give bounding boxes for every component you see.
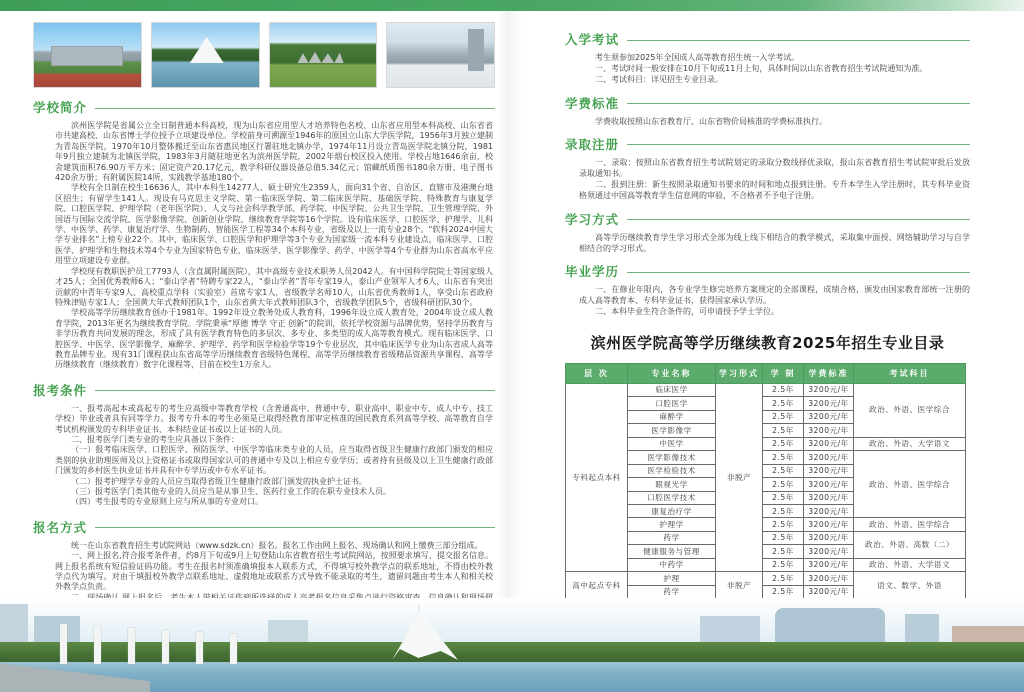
paragraph: （二）报考护理学专业的人员应当取得省级卫生健康行政部门颁发的执业护士证书。 bbox=[71, 476, 367, 486]
paragraph: 学校高等学历继续教育创办于1981年。1992年设立教务处成人教育科，1996年设立成人教育处，2004年设立成人教育学院，2013年更名为继续教育学院。学院秉承“厚德 博学 守正 创新”的院训，依托学校资源与品牌优势，坚持学历教育与非学历教育共同发展的理念，形成了具有医学教育特色的多层次、多专业、多类型的成人高等教育模式。现有临床医学、口腔医学、中医学、医学影像学、麻醉学、护理学、药学和医学检验学等19个专业层次，其中临床医学专业为山东省成人高等教育品牌专业。现有31门课程获山东省高等学历继续教育省级特色课程、高等学历继续教育省级精品资源共享课程、高等学历继续教育（继续教育）数字化课程等，目前在校生1万余人。 bbox=[55, 308, 493, 370]
entrance-exam-text bbox=[579, 52, 970, 86]
section-heading-school-intro bbox=[33, 98, 495, 116]
panorama-pergola bbox=[60, 616, 250, 664]
study-form-cell: 非脱产 bbox=[716, 572, 763, 599]
campus-photo-winter bbox=[386, 22, 495, 88]
heading-rule bbox=[95, 390, 495, 391]
study-form-cell: 非脱产 bbox=[716, 383, 763, 572]
major-cell: 口腔医学技术 bbox=[628, 491, 716, 504]
fee-cell: 3200元/年 bbox=[804, 545, 854, 558]
paragraph: 统一在山东省教育招生考试院网站（www.sdzk.cn）报名。报名工作由网上报名、现场确认和网上缴费三部分组成。 bbox=[71, 540, 483, 550]
right-page bbox=[565, 22, 970, 660]
table-row bbox=[566, 383, 966, 396]
exam-cell: 政治、外语、高数（二） bbox=[854, 531, 966, 558]
paragraph: 一、录取：按照山东省教育招生考试院划定的录取分数线择优录取，报山东省教育招生考试院审批后发放录取通知书。 bbox=[579, 157, 970, 179]
tuition-text bbox=[579, 116, 970, 127]
major-cell: 护理学 bbox=[628, 518, 716, 531]
section-title: 学校简介 bbox=[33, 100, 88, 115]
col-header-level: 层 次 bbox=[566, 363, 628, 383]
paragraph: 二、考试科目：详见招生专业目录。 bbox=[595, 75, 723, 85]
section-heading-tuition bbox=[565, 94, 970, 112]
section-heading-registration bbox=[33, 518, 495, 536]
section-title: 报名方式 bbox=[33, 519, 88, 535]
campus-photo-stadium bbox=[33, 22, 142, 88]
section-heading-entrance-exam bbox=[565, 30, 970, 48]
years-cell: 2.5年 bbox=[763, 383, 804, 396]
paragraph: 学费收取按照山东省教育厅、山东省物价局核准的学费标准执行。 bbox=[595, 116, 827, 126]
major-cell: 护理 bbox=[628, 572, 716, 585]
heading-rule bbox=[95, 527, 495, 528]
years-cell: 2.5年 bbox=[763, 558, 804, 571]
paragraph: 一、在修业年限内，各专业学生修完培养方案规定的全部课程，成绩合格，颁发由国家教育部统一注册的成人高等教育本、专科毕业证书，获得国家承认学历。 bbox=[579, 285, 970, 306]
fee-cell: 3200元/年 bbox=[804, 424, 854, 437]
page-fold-seam bbox=[496, 11, 522, 611]
years-cell: 2.5年 bbox=[763, 451, 804, 464]
section-title: 录取注册 bbox=[565, 136, 620, 152]
major-cell: 健康服务与管理 bbox=[628, 545, 716, 558]
heading-rule bbox=[95, 108, 495, 109]
section-heading-study-mode bbox=[565, 210, 970, 228]
campus-photo-strip bbox=[33, 22, 495, 88]
col-header-fee: 学费标准 bbox=[804, 363, 854, 383]
paragraph: 高等学历继续教育学生学习形式全部为线上线下相结合的教学模式，采取集中面授、网络辅助学习与自学相结合的学习形式。 bbox=[579, 232, 970, 253]
major-cell: 医学影像技术 bbox=[628, 451, 716, 464]
paragraph: 二、报到注册：新生按照录取通知书要求的时间和地点报到注册。专升本学生入学注册时，其专科毕业资格须通过中国高等教育学生信息网的审验，不合格者不予电子注册。 bbox=[579, 180, 970, 201]
section-title: 学习方式 bbox=[565, 211, 620, 227]
paragraph: 学校有全日制在校生16636人，其中本科生14277人、硕士研究生2359人，面向31个省、自治区、直辖市及港澳台地区招生；有留学生141人。现设有马克思主义学院、第一临床医学院、第二临床医学院、基础医学院、特殊教育与康复学院、口腔医学院、护理学院（老年医学院）、人文与社会科学教学部、药学院、中医学院、公共卫生学院、卫生管理学院、外国语与国际交流学院、医学影像学院、创新创业学院、继续教育学院等16个学院。设有临床医学、口腔医学、护理学、儿科学、中医学、药学、康复治疗学、生物制药、智能医学工程等34个本科专业，省级及以上一流专业28个。“软科2024中国大学专业排名”上榜专业22个。其中，临床医学、口腔医学和护理学等3个专业为国家级一流本科专业建设点，临床医学、口腔医学、护理学和生物技术等4个专业为国家特色专业，临床医学、医学影像学、药学、中医学等4个专业群为山东省高水平应用型立项建设专业群。 bbox=[55, 183, 493, 266]
paragraph: 考生须参加2025年全国成人高等教育招生统一入学考试。 bbox=[595, 53, 800, 62]
fee-cell: 3200元/年 bbox=[804, 505, 854, 518]
years-cell: 2.5年 bbox=[763, 491, 804, 504]
major-cell: 中医学 bbox=[628, 437, 716, 450]
years-cell: 2.5年 bbox=[763, 531, 804, 544]
fee-cell: 3200元/年 bbox=[804, 531, 854, 544]
left-page bbox=[33, 22, 495, 634]
major-cell: 医学检验技术 bbox=[628, 464, 716, 477]
table-row bbox=[566, 572, 966, 585]
heading-rule bbox=[627, 144, 970, 145]
study-mode-text bbox=[579, 232, 970, 254]
paragraph: 一、考试时间一般安排在10月下旬或11月上旬，具体时间以山东省教育招生考试院通知为准。 bbox=[595, 64, 928, 74]
paragraph: 二、本科毕业生符合条件的，可申请授予学士学位。 bbox=[595, 307, 779, 317]
level-cell: 专科起点本科 bbox=[566, 383, 628, 572]
fee-cell: 3200元/年 bbox=[804, 410, 854, 423]
campus-panorama-photo bbox=[0, 598, 1024, 692]
years-cell: 2.5年 bbox=[763, 464, 804, 477]
paragraph: （四）考生报考的专业原则上应与所从事的专业对口。 bbox=[71, 497, 263, 507]
school-intro-text bbox=[55, 121, 493, 371]
years-cell: 2.5年 bbox=[763, 585, 804, 598]
heading-rule bbox=[627, 103, 970, 104]
fee-cell: 3200元/年 bbox=[804, 464, 854, 477]
fee-cell: 3200元/年 bbox=[804, 383, 854, 396]
col-header-exam: 考试科目 bbox=[854, 363, 966, 383]
heading-rule bbox=[627, 219, 970, 220]
catalog-title: 滨州医学院高等学历继续教育2025年招生专业目录 bbox=[590, 333, 945, 352]
years-cell: 2.5年 bbox=[763, 410, 804, 423]
years-cell: 2.5年 bbox=[763, 424, 804, 437]
paragraph: （三）报考医学门类其他专业的人员应当是从事卫生、医药行业工作的在职专业技术人员。 bbox=[71, 487, 391, 496]
major-cell: 中药学 bbox=[628, 558, 716, 571]
paragraph: 一、报考高起本或高起专的考生应高级中等教育学校（含普通高中、普通中专、职业高中、职业中专、成人中专、技工学校）毕业或者具有同等学力。报考专升本的考生必须是已取得经教育部审定核准的国民教育系列高等学校、高等教育自学考试机构颁发的专科毕业证书、本科结业证书或以上证书的人员。 bbox=[55, 403, 493, 434]
fee-cell: 3200元/年 bbox=[804, 518, 854, 531]
major-cell: 医学影像学 bbox=[628, 424, 716, 437]
major-cell: 眼视光学 bbox=[628, 478, 716, 491]
exam-cell: 政治、外语、医学综合 bbox=[854, 383, 966, 437]
years-cell: 2.5年 bbox=[763, 518, 804, 531]
admission-text bbox=[579, 157, 970, 202]
paragraph: 滨州医学院是省属公立全日制普通本科高校，现为山东省应用型人才培养特色名校、山东省应用型本科高校、山东省省市共建高校、山东省博士学位授予立项建设单位。学校前身可溯源至1946年的原国立山东大学医学院，1956年3月独立建制为青岛医学院，1970年10月整体搬迁至山东省惠民地区行署驻地北镇办学，1974年11月设立青岛医学院北镇分院，1981年9月独立建制为北镇医学院，1983年3月随驻地更名为滨州医学院，2002年烟台校区投入使用。学校占地1646余亩，校舍建筑面积76.90万平方米；固定资产20.17亿元，教学科研仪器设备总值5.34亿元；馆藏纸质图书180余万册、电子图书420余万册；有附属医院14所，实践教学基地180个。 bbox=[55, 121, 493, 183]
fee-cell: 3200元/年 bbox=[804, 572, 854, 585]
table-header-row bbox=[566, 363, 966, 383]
fee-cell: 3200元/年 bbox=[804, 437, 854, 450]
section-title: 毕业学历 bbox=[565, 264, 620, 280]
top-green-band bbox=[0, 0, 1024, 11]
exam-cell: 政治、外语、大学语文 bbox=[854, 558, 966, 571]
section-heading-requirements bbox=[33, 381, 495, 399]
major-cell: 康复治疗学 bbox=[628, 505, 716, 518]
graduation-text bbox=[579, 284, 970, 318]
fee-cell: 3200元/年 bbox=[804, 558, 854, 571]
years-cell: 2.5年 bbox=[763, 505, 804, 518]
section-heading-graduation bbox=[565, 262, 970, 280]
fee-cell: 3200元/年 bbox=[804, 585, 854, 598]
major-cell: 药学 bbox=[628, 585, 716, 598]
exam-cell: 语文、数学、外语 bbox=[854, 572, 966, 599]
section-title: 学费标准 bbox=[565, 95, 620, 111]
years-cell: 2.5年 bbox=[763, 397, 804, 410]
section-title: 入学考试 bbox=[565, 32, 620, 47]
exam-cell: 政治、外语、医学综合 bbox=[854, 451, 966, 518]
exam-cell: 政治、外语、大学语文 bbox=[854, 437, 966, 450]
heading-rule bbox=[627, 40, 970, 41]
heading-rule bbox=[627, 272, 970, 273]
col-header-years: 学 制 bbox=[763, 363, 804, 383]
major-cell: 麻醉学 bbox=[628, 410, 716, 423]
fee-cell: 3200元/年 bbox=[804, 451, 854, 464]
col-header-form: 学习形式 bbox=[716, 363, 763, 383]
section-title: 报考条件 bbox=[33, 382, 88, 398]
exam-cell: 政治、外语、医学综合 bbox=[854, 518, 966, 531]
paragraph: 二、报考医学门类专业的考生应具备以下条件： bbox=[71, 434, 239, 444]
fee-cell: 3200元/年 bbox=[804, 397, 854, 410]
col-header-major: 专业名称 bbox=[628, 363, 716, 383]
years-cell: 2.5年 bbox=[763, 437, 804, 450]
years-cell: 2.5年 bbox=[763, 572, 804, 585]
panorama-lake bbox=[0, 662, 1024, 692]
major-cell: 口腔医学 bbox=[628, 397, 716, 410]
major-cell: 临床医学 bbox=[628, 383, 716, 396]
fee-cell: 3200元/年 bbox=[804, 478, 854, 491]
years-cell: 2.5年 bbox=[763, 545, 804, 558]
requirements-text bbox=[55, 404, 493, 508]
campus-photo-park bbox=[269, 22, 378, 88]
campus-photo-lake bbox=[151, 22, 260, 88]
paragraph: 一、网上报名,符合报考条件者，约8月下旬或9月上旬登陆山东省教育招生考试院网站，按照要求填写、提交报名信息。网上报名系统有短信验证码功能。考生在报名时须准确填报本人联系方式，不得填写校外教学点的联系地址，不得由校外教学点代为填写。对由于填报校外教学点联系地址、虚假地址或联系方式导致不能录取的考生，遗留问题由考生本人和相关校外教学点负责。 bbox=[55, 551, 493, 592]
paragraph: （一）报考临床医学、口腔医学、预防医学、中医学等临床类专业的人员，应当取得省级卫生健康行政部门颁发的相应类别的执业助理医师及以上资格证书或取得国家认可的普通中专及以上相应专业学历；或者持有县级及以上卫生健康行政部门颁发的乡村医生执业证书并具有中专学历或中专水平证书。 bbox=[55, 445, 493, 476]
fee-cell: 3200元/年 bbox=[804, 491, 854, 504]
section-heading-admission bbox=[565, 135, 970, 153]
major-cell: 药学 bbox=[628, 531, 716, 544]
years-cell: 2.5年 bbox=[763, 478, 804, 491]
paragraph: 学校现有教职医护员工7793人（含直属附属医院），其中高级专业技术职务人员2042人。有中国科学院院士等国家级人才25人；全国优秀教师6人；“泰山学者”特聘专家22人，“泰山学者”青年专家19人，泰山产业领军人才6人，山东省有突出贡献的中青年专家9人、高校重点学科（实验室）首席专家1人，省级教学名师10人，山东省优秀教师1人，享受山东省政府特殊津贴专家1人；全国黄大年式教师团队1个，山东省黄大年式教师团队3个，省级教学团队5个，省级科研团队30个。 bbox=[55, 266, 493, 307]
level-cell: 高中起点专科 bbox=[566, 572, 628, 599]
